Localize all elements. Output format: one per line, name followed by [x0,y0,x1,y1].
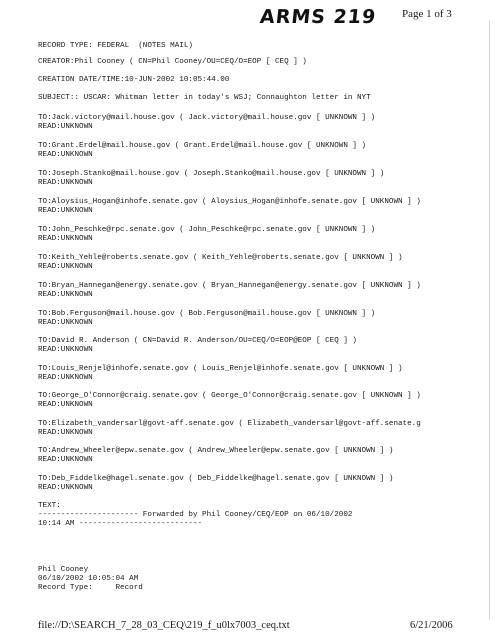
recipient-read: READ:UNKNOWN [38,319,93,327]
forward-line: ---------------------- Forwarded by Phil Cooney/CEQ/EOP on 06/10/2002 [38,511,353,519]
signature-record-type: Record Type: Record [38,584,143,592]
recipient-to: TO:Joseph.Stanko@mail.house.gov ( Joseph.Stanko@mail.house.gov [ UNKNOWN ] ) [38,170,385,178]
text-label: TEXT: [38,502,61,510]
creation-date-line: CREATION DATE/TIME:10-JUN-2002 10:05:44.00 [38,76,230,84]
recipient-read: READ:UNKNOWN [38,207,93,215]
recipient-to: TO:Andrew_Wheeler@epw.senate.gov ( Andrew_Wheeler@epw.senate.gov [ UNKNOWN ] ) [38,447,394,455]
recipient-read: READ:UNKNOWN [38,456,93,464]
forward-line-time: 10:14 AM --------------------------- [38,520,203,528]
recipient-to: TO:Keith_Yehle@roberts.senate.gov ( Keith_Yehle@roberts.senate.gov [ UNKNOWN ] ) [38,254,403,262]
footer-file-path: file://D:\SEARCH_7_28_03_CEQ\219_f_u0lx7003_ceq.txt [38,620,290,631]
recipient-read: READ:UNKNOWN [38,123,93,131]
recipient-to: TO:Deb_Fiddelke@hagel.senate.gov ( Deb_Fiddelke@hagel.senate.gov [ UNKNOWN ] ) [38,475,394,483]
recipient-to: TO:Bob.Ferguson@mail.house.gov ( Bob.Ferguson@mail.house.gov [ UNKNOWN ] ) [38,310,376,318]
record-type-line: RECORD TYPE: FEDERAL (NOTES MAIL) [38,42,193,50]
signature-datetime: 06/10/2002 10:05:04 AM [38,575,139,583]
recipient-read: READ:UNKNOWN [38,263,93,271]
signature-name: Phil Cooney [38,566,89,574]
recipient-to: TO:David R. Anderson ( CN=David R. Anderson/OU=CEQ/O=EOP@EOP [ CEQ ] ) [38,337,357,345]
recipient-to: TO:John_Peschke@rpc.senate.gov ( John_Peschke@rpc.senate.gov [ UNKNOWN ] ) [38,226,376,234]
recipient-to: TO:Aloysius_Hogan@inhofe.senate.gov ( Aloysius_Hogan@inhofe.senate.gov [ UNKNOWN ] ) [38,198,421,206]
recipient-read: READ:UNKNOWN [38,401,93,409]
recipient-read: READ:UNKNOWN [38,179,93,187]
recipient-read: READ:UNKNOWN [38,235,93,243]
recipient-read: READ:UNKNOWN [38,291,93,299]
page-number: Page 1 of 3 [402,8,452,20]
creator-line: CREATOR:Phil Cooney ( CN=Phil Cooney/OU=CEQ/O=EOP [ CEQ ] ) [38,58,307,66]
recipient-to: TO:Louis_Renjel@inhofe.senate.gov ( Louis_Renjel@inhofe.senate.gov [ UNKNOWN ] ) [38,365,403,373]
recipient-read: READ:UNKNOWN [38,429,93,437]
recipient-read: READ:UNKNOWN [38,484,93,492]
recipient-to: TO:George_O'Connor@craig.senate.gov ( George_O'Connor@craig.senate.gov [ UNKNOWN ] ) [38,392,421,400]
handwritten-stamp: ARMS 219 [258,6,378,28]
recipient-to: TO:Elizabeth_vandersarl@govt-aff.senate.gov ( Elizabeth_vandersarl@govt-aff.senate.g [38,420,421,428]
page-edge-rule [489,20,490,620]
recipient-to: TO:Bryan_Hannegan@energy.senate.gov ( Bryan_Hannegan@energy.senate.gov [ UNKNOWN ] ) [38,282,421,290]
footer-date: 6/21/2006 [410,620,453,631]
recipient-to: TO:Grant.Erdel@mail.house.gov ( Grant.Erdel@mail.house.gov [ UNKNOWN ] ) [38,142,367,150]
recipient-read: READ:UNKNOWN [38,151,93,159]
recipient-to: TO:Jack.victory@mail.house.gov ( Jack.victory@mail.house.gov [ UNKNOWN ] ) [38,114,376,122]
subject-line: SUBJECT:: USCAR: Whitman letter in today's WSJ; Connaughton letter in NYT [38,94,371,102]
recipient-read: READ:UNKNOWN [38,374,93,382]
recipient-read: READ:UNKNOWN [38,346,93,354]
